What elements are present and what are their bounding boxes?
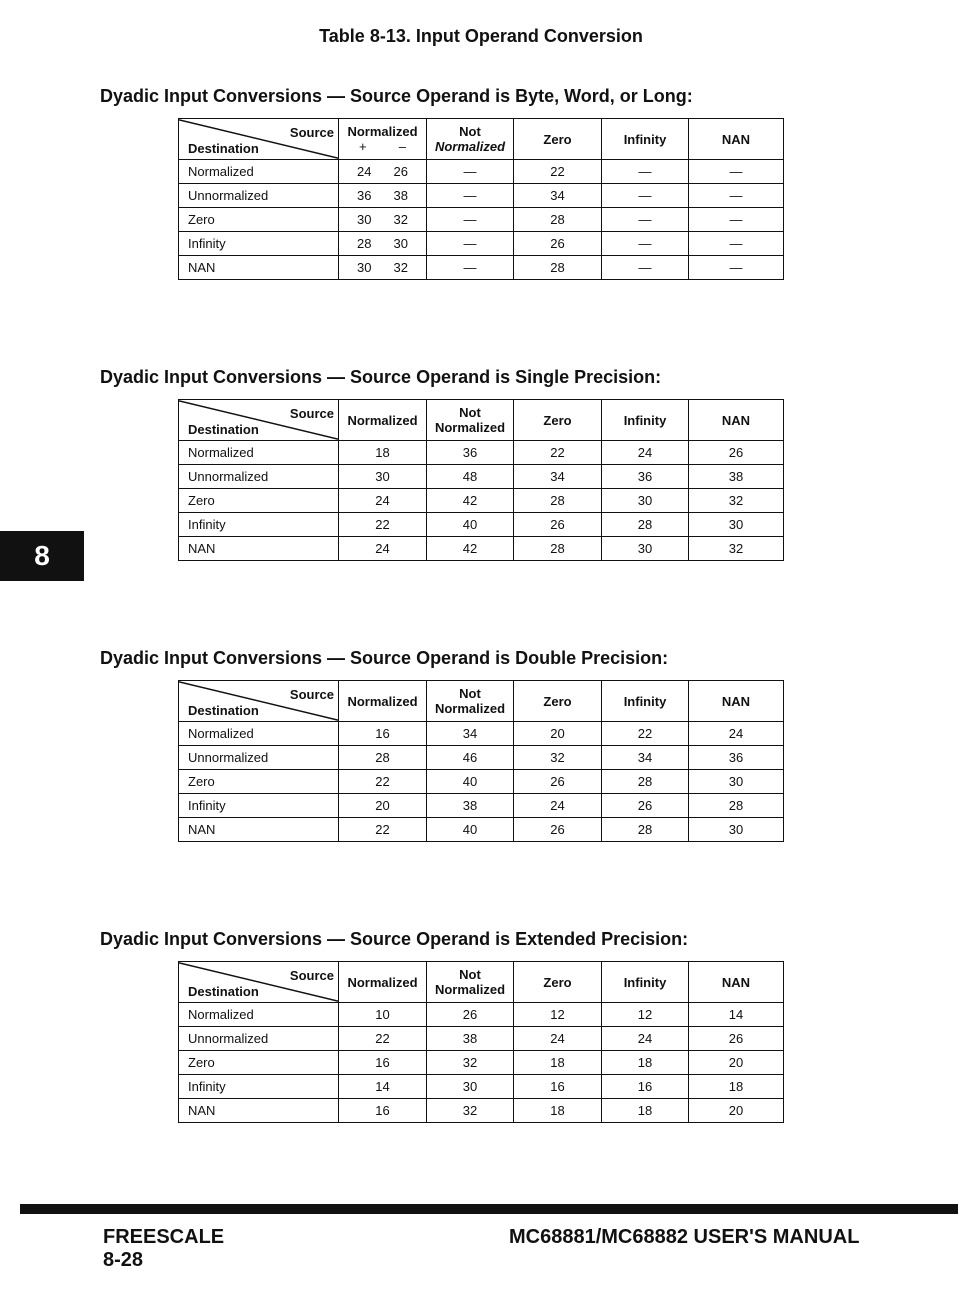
cell-not-normalized: 26 [427,1003,514,1027]
cell-infinity: 34 [602,746,689,770]
cell-normalized: 16 [339,1051,427,1075]
cell-destination: Normalized [179,441,339,465]
cell-nan: — [689,256,784,280]
cell-infinity: 28 [602,770,689,794]
cell-zero: 16 [514,1075,602,1099]
cell-normalized: 24 [339,489,427,513]
header-not-line1: Not [459,686,481,701]
cell-nan: — [689,232,784,256]
cell-nan: 32 [689,489,784,513]
cell-zero: 22 [514,441,602,465]
header-diagonal-cell [179,400,339,441]
cell-infinity: — [602,232,689,256]
cell-infinity: — [602,160,689,184]
cell-normalized: 10 [339,1003,427,1027]
cell-destination: Zero [179,1051,339,1075]
cell-not-normalized: — [427,256,514,280]
cell-destination: Infinity [179,232,339,256]
cell-nan: — [689,160,784,184]
cell-infinity: 12 [602,1003,689,1027]
header-normalized: Normalized [339,681,427,722]
footer-manual-title: MC68881/MC68882 USER'S MANUAL [509,1226,860,1248]
table-row [179,465,784,489]
cell-zero: 28 [514,256,602,280]
cell-not-normalized: 32 [427,1051,514,1075]
cell-not-normalized: 42 [427,489,514,513]
cell-not-normalized: 40 [427,513,514,537]
cell-normalized [339,232,427,256]
cell-not-normalized: 36 [427,441,514,465]
cell-nan: 26 [689,1027,784,1051]
section-single-precision [100,367,800,556]
cell-zero: 34 [514,184,602,208]
cell-nan: 14 [689,1003,784,1027]
table-row [179,184,784,208]
cell-destination: Zero [179,208,339,232]
header-zero: Zero [514,681,602,722]
cell-normalized [339,256,427,280]
cell-infinity: 24 [602,1027,689,1051]
cell-infinity: 22 [602,722,689,746]
cell-infinity: 18 [602,1051,689,1075]
cell-zero: 32 [514,746,602,770]
header-normalized [339,119,427,160]
header-diagonal-cell [179,962,339,1003]
cell-normalized: 16 [339,1099,427,1123]
header-source: Source [289,968,334,983]
footer-rule [20,1204,958,1214]
table-row [179,232,784,256]
cell-zero: 18 [514,1099,602,1123]
header-destination: Destination [188,703,259,718]
cell-zero: 24 [514,794,602,818]
cell-nan: 32 [689,537,784,561]
cell-normalized [339,184,427,208]
table-row [179,818,784,842]
table-row [179,1051,784,1075]
header-not-normalized [427,681,514,722]
cell-not-normalized: 34 [427,722,514,746]
cell-infinity: 28 [602,513,689,537]
cell-nan: 26 [689,441,784,465]
cell-normalized: 24 [339,537,427,561]
cell-nan: 24 [689,722,784,746]
header-not-line2: Normalized [434,139,506,154]
cell-normalized: 22 [339,1027,427,1051]
cell-infinity: 30 [602,489,689,513]
cell-zero: 34 [514,465,602,489]
cell-not-normalized: — [427,208,514,232]
cell-destination: Normalized [179,722,339,746]
page-title: Table 8-13. Input Operand Conversion [319,26,643,46]
header-diagonal-cell [179,681,339,722]
section-title: Dyadic Input Conversions — Source Operand is Byte, Word, or Long: [100,86,693,106]
header-destination: Destination [188,141,259,156]
header-nan: NAN [689,400,784,441]
cell-not-normalized: 32 [427,1099,514,1123]
cell-infinity: 30 [602,537,689,561]
cell-infinity: 18 [602,1099,689,1123]
cell-nan: 36 [689,746,784,770]
cell-nan: 28 [689,794,784,818]
header-infinity: Infinity [602,962,689,1003]
header-nan: NAN [689,119,784,160]
cell-destination: Unnormalized [179,465,339,489]
table-row [179,1099,784,1123]
table-row [179,794,784,818]
cell-norm-plus: 28 [357,236,372,251]
header-nan: NAN [689,681,784,722]
section-byte-word-long [100,86,800,275]
chapter-tab: 8 [0,531,84,581]
footer-page-number: 8-28 [103,1249,144,1271]
cell-infinity: — [602,184,689,208]
header-not-line2: Normalized [434,420,506,435]
cell-norm-minus: 30 [393,236,408,251]
footer-brand: FREESCALE [103,1226,225,1248]
cell-normalized: 22 [339,818,427,842]
header-not-line2: Normalized [434,701,506,716]
cell-destination: Unnormalized [179,184,339,208]
cell-not-normalized: — [427,184,514,208]
cell-destination: Unnormalized [179,1027,339,1051]
cell-infinity: 24 [602,441,689,465]
cell-destination: NAN [179,1099,339,1123]
cell-normalized: 18 [339,441,427,465]
cell-zero: 18 [514,1051,602,1075]
cell-norm-minus: 26 [393,164,408,179]
cell-infinity: — [602,208,689,232]
cell-nan: 30 [689,513,784,537]
section-title: Dyadic Input Conversions — Source Operand is Double Precision: [100,648,669,668]
table-row [179,513,784,537]
header-infinity: Infinity [602,119,689,160]
cell-nan: — [689,208,784,232]
cell-normalized: 16 [339,722,427,746]
table-row [179,208,784,232]
header-normalized: Normalized [339,400,427,441]
cell-zero: 28 [514,537,602,561]
header-zero: Zero [514,119,602,160]
cell-infinity: 36 [602,465,689,489]
header-destination: Destination [188,422,259,437]
table-row [179,746,784,770]
header-destination: Destination [188,984,259,999]
cell-destination: Infinity [179,513,339,537]
cell-zero: 26 [514,232,602,256]
section-title: Dyadic Input Conversions — Source Operand is Single Precision: [100,367,662,387]
cell-zero: 24 [514,1027,602,1051]
cell-not-normalized: 42 [427,537,514,561]
conversion-table [178,118,784,280]
header-source: Source [289,687,334,702]
cell-destination: Zero [179,489,339,513]
cell-normalized [339,160,427,184]
header-source: Source [289,406,334,421]
cell-infinity: — [602,256,689,280]
cell-not-normalized: 40 [427,770,514,794]
cell-norm-minus: 38 [393,188,408,203]
header-zero: Zero [514,962,602,1003]
cell-destination: Normalized [179,160,339,184]
table-row [179,256,784,280]
cell-destination: NAN [179,256,339,280]
header-diagonal-cell [179,119,339,160]
cell-zero: 26 [514,818,602,842]
cell-norm-minus: 32 [393,260,408,275]
table-row [179,770,784,794]
cell-nan: 20 [689,1099,784,1123]
section-double-precision [100,648,800,837]
cell-not-normalized: 40 [427,818,514,842]
header-plus: + [359,139,367,154]
cell-normalized: 22 [339,770,427,794]
header-not-normalized [427,962,514,1003]
cell-infinity: 28 [602,818,689,842]
header-normalized: Normalized [339,962,427,1003]
cell-not-normalized: 38 [427,794,514,818]
table-row [179,1003,784,1027]
cell-normalized: 14 [339,1075,427,1099]
cell-destination: Infinity [179,794,339,818]
cell-normalized [339,208,427,232]
header-not-line1: Not [459,967,481,982]
table-row [179,722,784,746]
cell-destination: Normalized [179,1003,339,1027]
table-row [179,537,784,561]
header-not-line2: Normalized [434,982,506,997]
cell-normalized: 28 [339,746,427,770]
table-row [179,441,784,465]
cell-not-normalized: — [427,160,514,184]
header-nan: NAN [689,962,784,1003]
cell-destination: NAN [179,537,339,561]
cell-zero: 12 [514,1003,602,1027]
cell-not-normalized: 38 [427,1027,514,1051]
cell-nan: 20 [689,1051,784,1075]
table-row [179,160,784,184]
header-not-normalized [427,119,514,160]
cell-nan: 30 [689,818,784,842]
cell-zero: 28 [514,208,602,232]
header-infinity: Infinity [602,400,689,441]
cell-zero: 26 [514,770,602,794]
conversion-table [178,961,784,1123]
cell-not-normalized: 48 [427,465,514,489]
cell-destination: Infinity [179,1075,339,1099]
cell-destination: Unnormalized [179,746,339,770]
cell-norm-plus: 30 [357,260,372,275]
header-infinity: Infinity [602,681,689,722]
conversion-table [178,399,784,561]
cell-zero: 22 [514,160,602,184]
header-normalized-label: Normalized [347,124,418,139]
cell-destination: NAN [179,818,339,842]
cell-normalized: 22 [339,513,427,537]
table-row [179,489,784,513]
header-source: Source [289,125,334,140]
header-not-line1: Not [459,124,481,139]
header-not-normalized [427,400,514,441]
footer-left [103,1226,224,1272]
cell-nan: — [689,184,784,208]
cell-zero: 26 [514,513,602,537]
cell-normalized: 20 [339,794,427,818]
table-row [179,1075,784,1099]
header-zero: Zero [514,400,602,441]
cell-nan: 18 [689,1075,784,1099]
cell-infinity: 26 [602,794,689,818]
cell-nan: 38 [689,465,784,489]
cell-normalized: 30 [339,465,427,489]
cell-norm-plus: 36 [357,188,372,203]
cell-not-normalized: 46 [427,746,514,770]
section-title: Dyadic Input Conversions — Source Operand is Extended Precision: [100,929,689,949]
cell-not-normalized: 30 [427,1075,514,1099]
header-not-line1: Not [459,405,481,420]
cell-norm-plus: 30 [357,212,372,227]
cell-norm-minus: 32 [393,212,408,227]
header-minus: – [398,139,406,154]
table-row [179,1027,784,1051]
conversion-table [178,680,784,842]
section-extended-precision [100,929,800,1118]
cell-infinity: 16 [602,1075,689,1099]
cell-zero: 28 [514,489,602,513]
cell-destination: Zero [179,770,339,794]
cell-not-normalized: — [427,232,514,256]
cell-nan: 30 [689,770,784,794]
cell-norm-plus: 24 [357,164,372,179]
cell-zero: 20 [514,722,602,746]
